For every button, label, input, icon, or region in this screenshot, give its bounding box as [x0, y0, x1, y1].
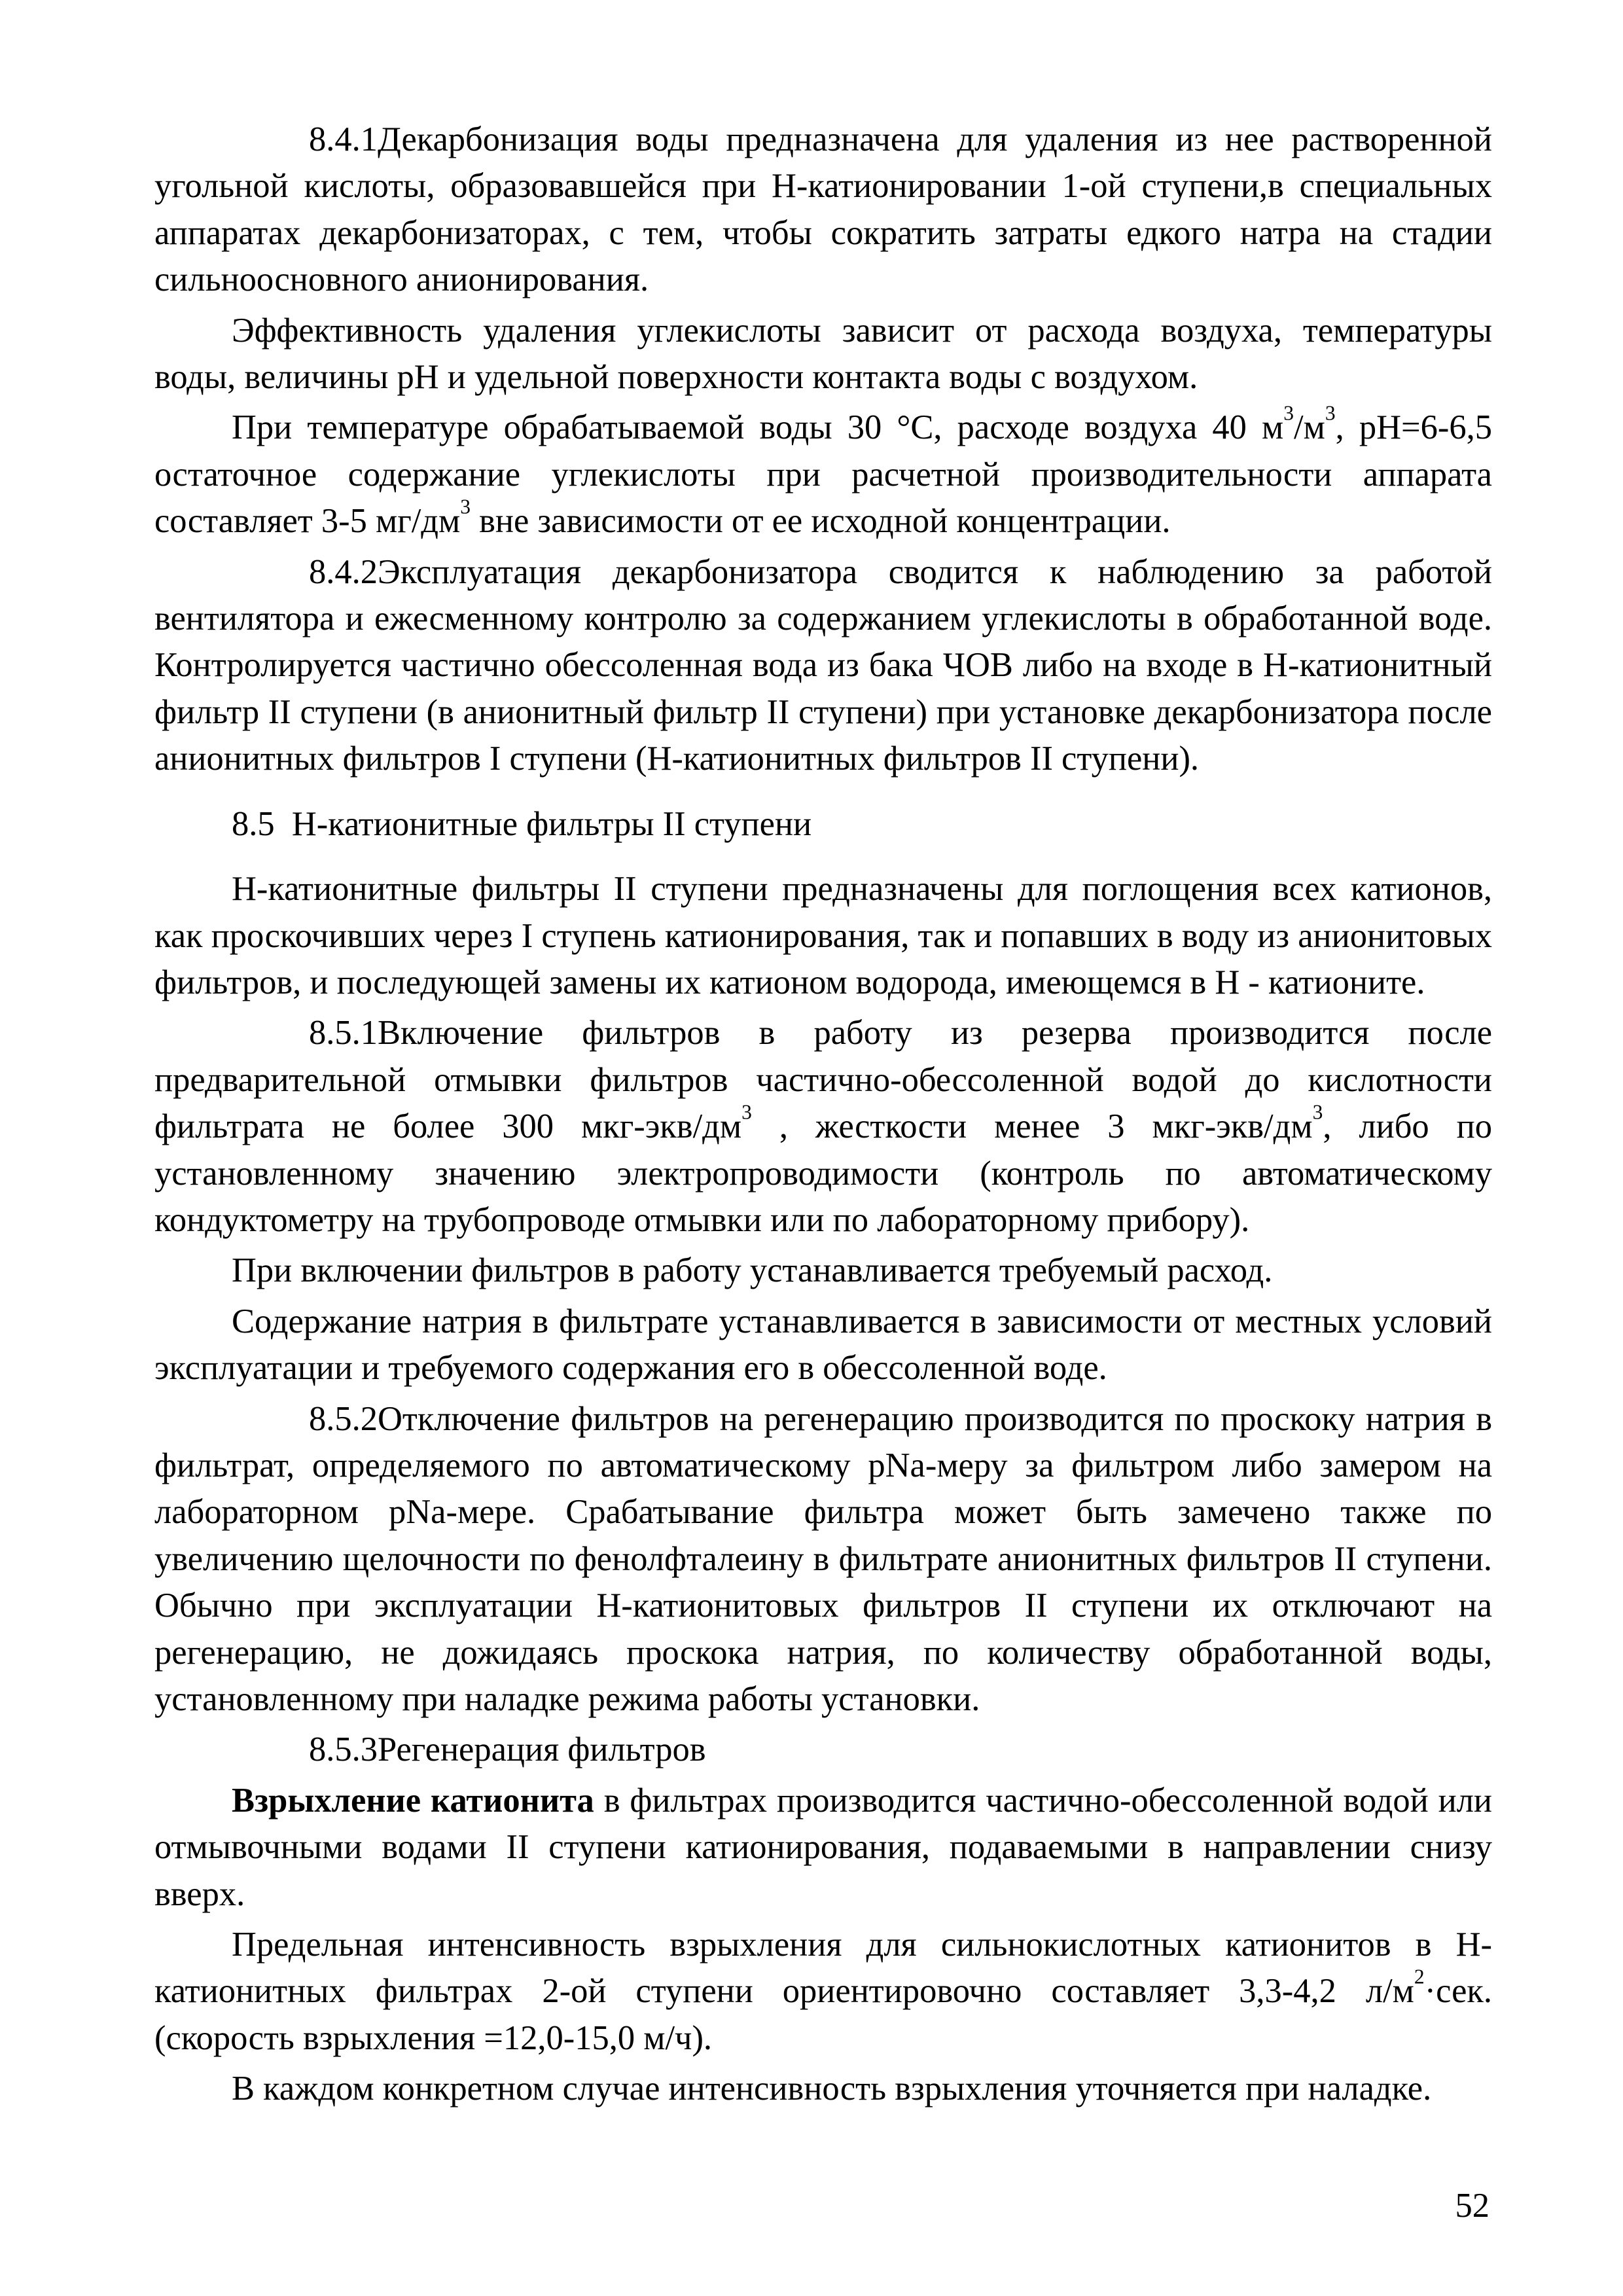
paragraph-efficiency: Эффективность удаления углекислоты зависит от расхода воздуха, температуры воды, величины рН и удельной поверхности контакта воды с воздухом.: [154, 311, 1492, 397]
paragraph-loosening: [154, 1778, 1492, 1918]
bold-term: Взрыхление катионита: [232, 1781, 594, 1820]
section-number: 8.4.1: [309, 120, 378, 158]
paragraph-8-4-2: [154, 549, 1492, 783]
paragraph-flow: При включении фильтров в работу устанавливается требуемый расход.: [232, 1251, 1273, 1290]
paragraph-text: Декарбонизация воды предназначена для удаления из нее растворенной угольной кислоты, образовавшейся при Н-катионировании 1-ой ступени,в специальных аппаратах декарбонизаторах, с тем, чтобы сократить затраты едкого натра на стадии сильноосновного анионирования.: [154, 120, 1492, 299]
paragraph-8-5-intro: Н-катионитные фильтры II ступени предназначены для поглощения всех катионов, как проскочивших через I ступень катионирования, так и попавших в воду из анионитовых фильтров, и последующей замены их катионом водорода, имеющемся в Н - катионите.: [154, 870, 1492, 1001]
paragraph-intensity: [154, 1922, 1492, 2062]
paragraph-temperature: [154, 404, 1492, 545]
text-fragment: , жесткости менее 3 мкг-экв/дм: [751, 1107, 1313, 1146]
section-number: 8.5.3: [309, 1731, 378, 1769]
page-content: [154, 117, 1492, 2113]
superscript: 2: [1414, 1965, 1425, 1989]
paragraph-8-5-3-heading: [154, 1727, 1492, 1773]
superscript: 3: [741, 1100, 752, 1124]
text-fragment: , либо по установленному значению электропроводимости (контроль по автоматическому кондуктометру на трубопроводе отмывки или по лабораторному прибору).: [154, 1107, 1492, 1239]
text-fragment: ·сек. (скорость взрыхления =12,0-15,0 м/ч).: [154, 1972, 1492, 2057]
text-fragment: Предельная интенсивность взрыхления для сильнокислотных катионитов в Н-катионитных фильтрах 2-ой ступени ориентировочно составляет 3,3-4,2 л/м: [154, 1926, 1492, 2011]
superscript: 3: [1283, 402, 1294, 425]
section-number: 8.5: [232, 804, 275, 843]
text-fragment: , рН=6-6,5 остаточное содержание углекислоты при расчетной производительности аппарата составляет 3-5 мг/дм: [154, 408, 1492, 541]
page-number: 52: [1455, 2187, 1489, 2225]
paragraph-8-5-2: [154, 1396, 1492, 1723]
text-fragment: Включение фильтров в работу из резерва производится после предварительной отмывки фильтров частично-обессоленной водой до кислотности фильтрата не более 300 мкг-экв/дм: [154, 1014, 1492, 1146]
superscript: 3: [460, 495, 471, 518]
text-fragment: в фильтрах производится частично-обессоленной водой или отмывочными водами II ступени катионирования, подаваемыми в направлении снизу вверх.: [154, 1781, 1492, 1913]
text-fragment: При температуре обрабатываемой воды 30 °С, расходе воздуха 40 м: [232, 408, 1284, 447]
paragraph-adjust: В каждом конкретном случае интенсивность взрыхления уточняется при наладке.: [232, 2070, 1432, 2108]
paragraph-8-5-1: [154, 1010, 1492, 1244]
paragraph-text: Отключение фильтров на регенерацию производится по проскоку натрия в фильтрат, определяемого по автоматическому pNa-меру за фильтром либо замером на лабораторном pNa-мере. Срабатывание фильтра может быть замечено также по увеличению щелочности по фенолфталеину в фильтрате анионитных фильтров II ступени. Обычно при эксплуатации Н-катионитовых фильтров II ступени их отключают на регенерацию, не дожидаясь проскока натрия, по количеству обработанной воды, установленному при наладке режима работы установки.: [154, 1399, 1492, 1718]
superscript: 3: [1325, 402, 1336, 425]
section-heading-8-5: [154, 801, 1492, 848]
section-title: Н-катионитные фильтры II ступени: [291, 804, 812, 843]
section-number: 8.5.2: [309, 1399, 378, 1438]
superscript: 3: [1312, 1100, 1323, 1124]
text-fragment: вне зависимости от ее исходной концентрации.: [471, 502, 1171, 541]
section-title: Регенерация фильтров: [378, 1731, 706, 1769]
paragraph-8-4-1: [154, 117, 1492, 304]
paragraph-text: Эксплуатация декарбонизатора сводится к наблюдению за работой вентилятора и ежесменному контролю за содержанием углекислоты в обработанной воде. Контролируется частично обессоленная вода из бака ЧОВ либо на входе в Н-катионитный фильтр II ступени (в анионитный фильтр II ступени) при установке декарбонизатора после анионитных фильтров I ступени (Н-катионитных фильтров II ступени).: [154, 552, 1492, 778]
section-number: 8.5.1: [309, 1014, 378, 1052]
paragraph-sodium: Содержание натрия в фильтрате устанавливается в зависимости от местных условий эксплуатации и требуемого содержания его в обессоленной воде.: [154, 1302, 1492, 1388]
text-fragment: /м: [1294, 408, 1325, 447]
section-number: 8.4.2: [309, 552, 378, 591]
